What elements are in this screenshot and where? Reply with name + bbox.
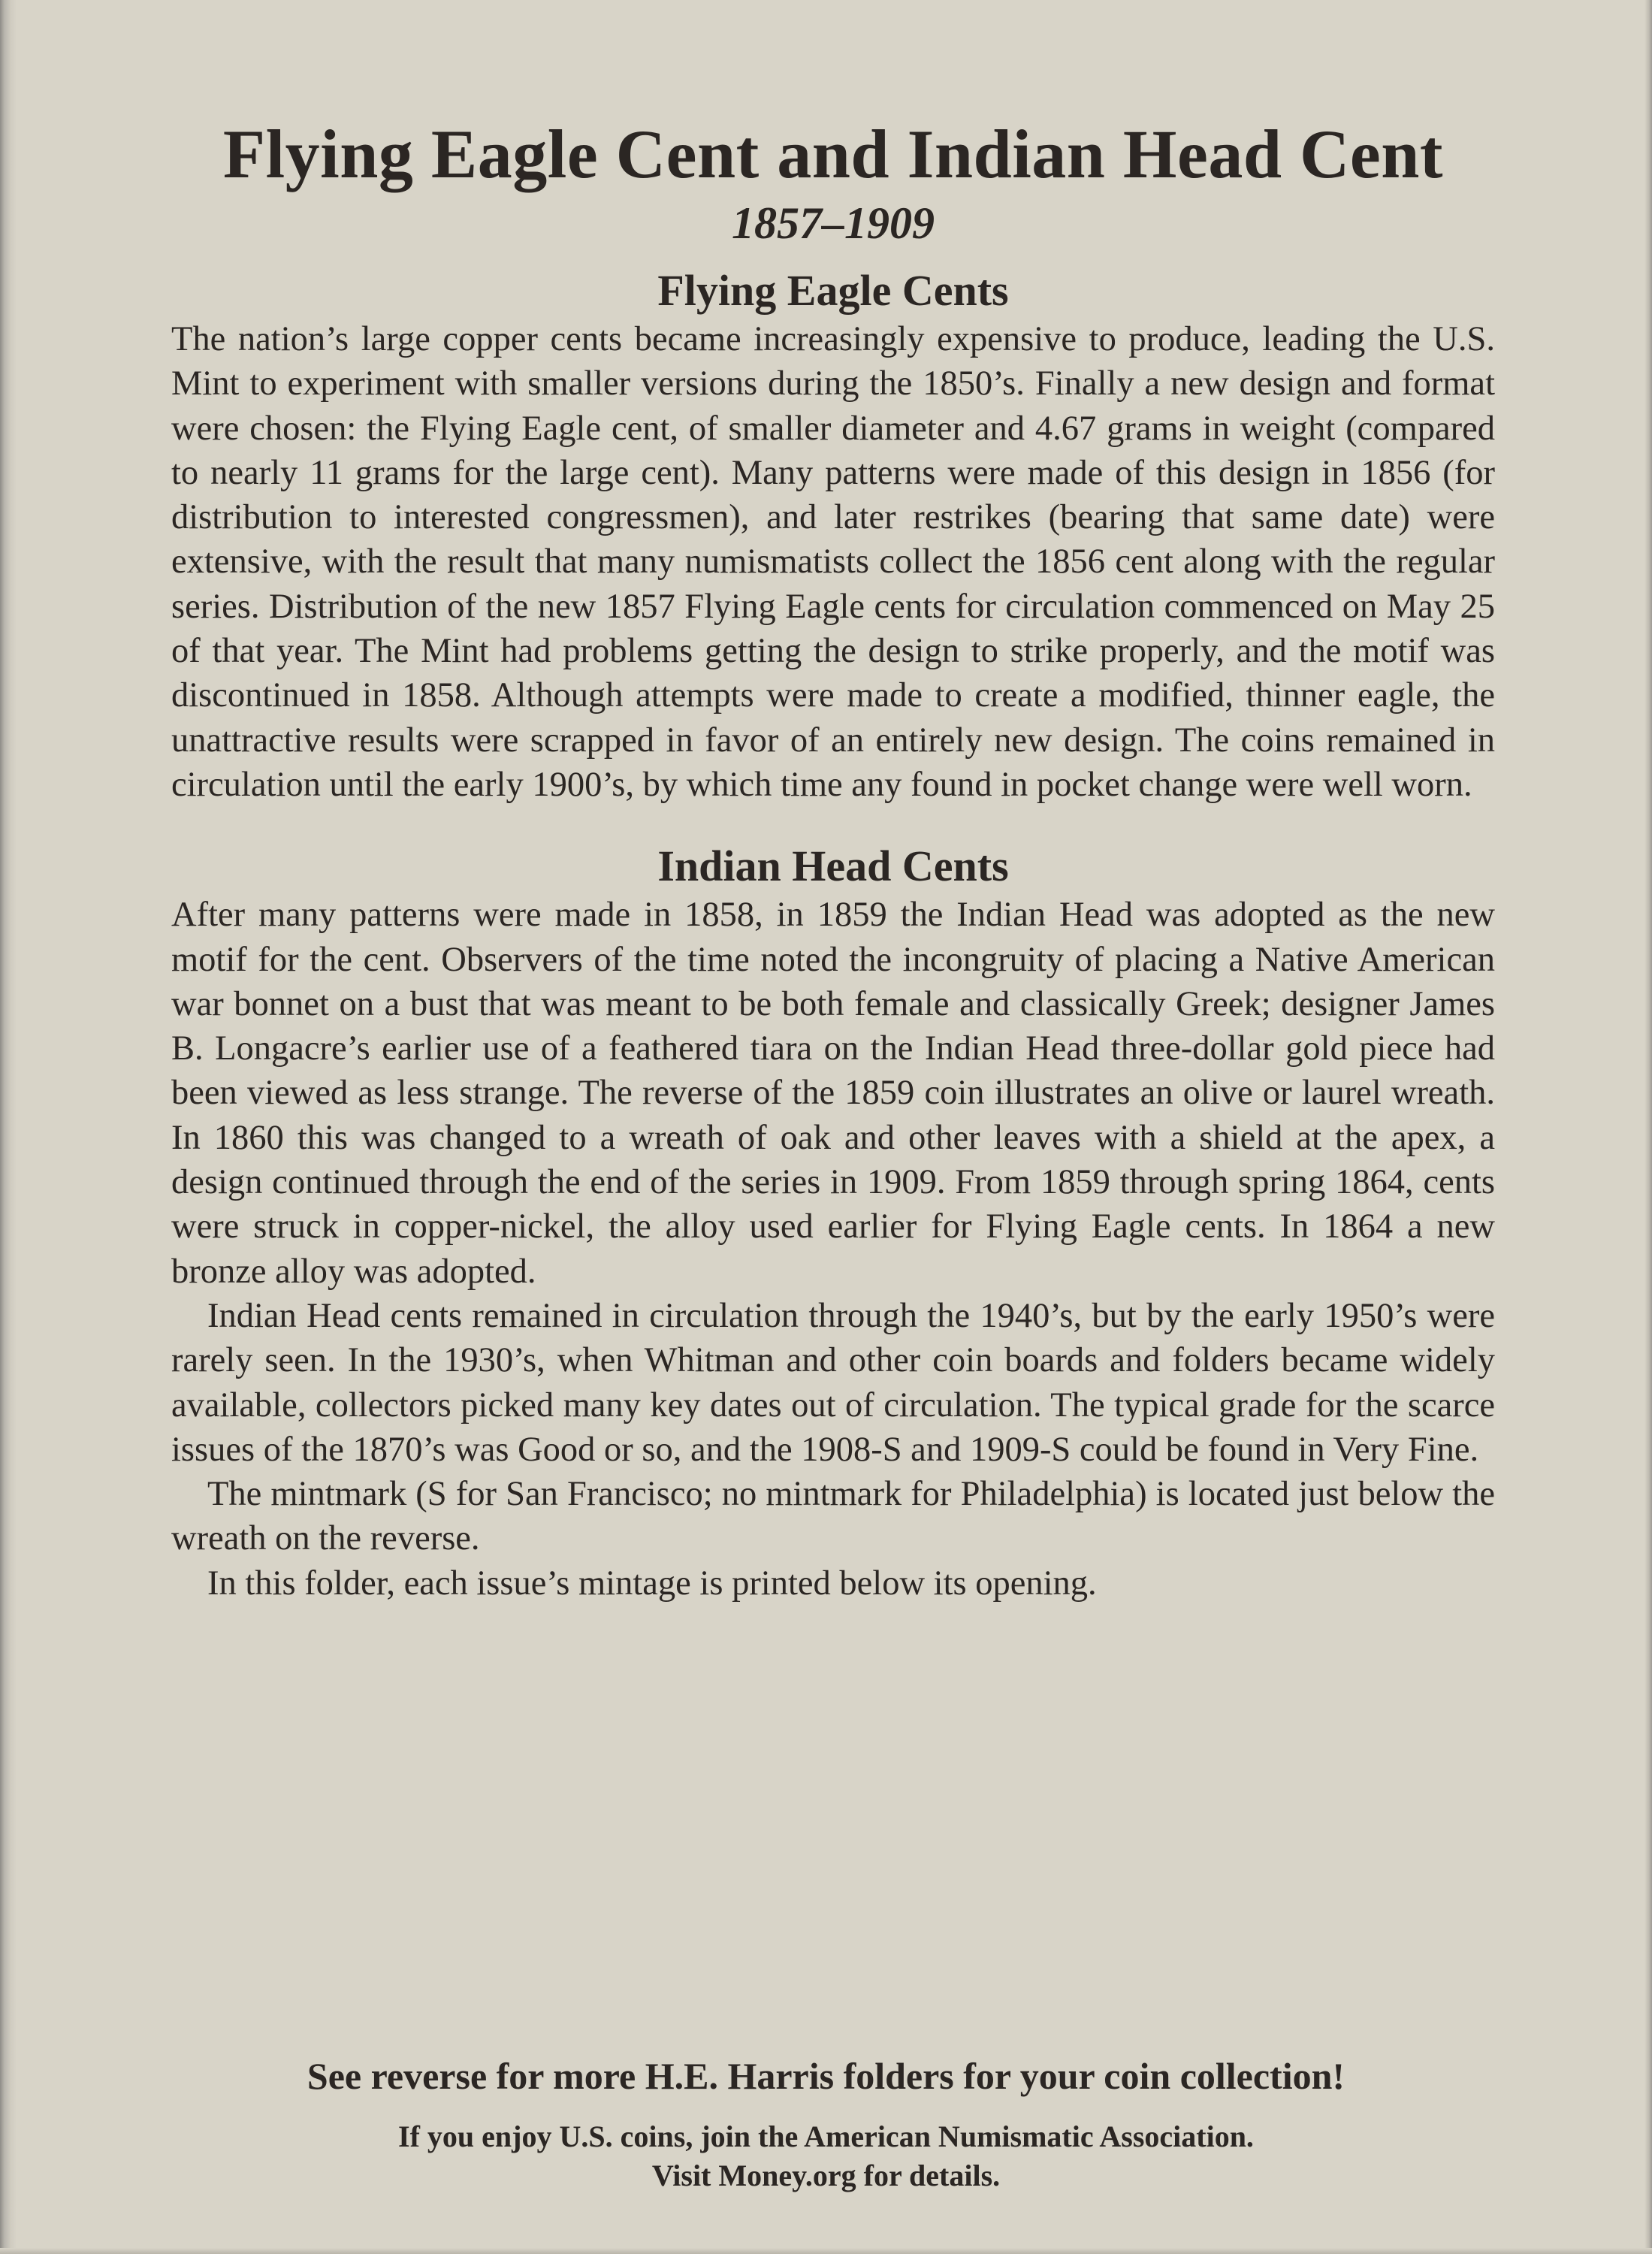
indian-head-heading: Indian Head Cents (657, 841, 1009, 891)
page-edge-left (0, 0, 17, 2254)
ana-website-line: Visit Money.org for details. (651, 2159, 1001, 2192)
reverse-promo-line: See reverse for more H.E. Harris folders for your coin collection! (307, 2055, 1345, 2097)
page-title: Flying Eagle Cent and Indian Head Cent (222, 116, 1444, 192)
flying-eagle-heading: Flying Eagle Cents (657, 266, 1009, 315)
indian-head-paragraph-2: Indian Head cents remained in circulation through the 1940’s, but by the early 1950’s were rarely seen. In the 1930’s, when Whitman and other coin boards and folders became widely available, collectors picked many key dates out of circulation. The typical grade for the scarce issues of the 1870’s was Good or so, and the 1908-S and 1909-S could be found in Very Fine. (171, 1296, 1495, 1469)
flying-eagle-paragraph: The nation’s large copper cents became increasingly expensive to produce, leading the U.S. Mint to experiment with smaller versions during the 1850’s. Finally a new design and format were chosen: the Flying Eagle cent, of smaller diameter and 4.67 grams in weight (compared to nearly 11 grams for the large cent). Many patterns were made of this design in 1856 (for distribution to interested congressmen), and later restrikes (bearing that same date) were extensive, with the result that many numismatists collect the 1856 cent along with the regular series. Distribution of the new 1857 Flying Eagle cents for circulation commenced on May 25 of that year. The Mint had problems getting the design to strike properly, and the motif was discontinued in 1858. Although attempts were made to create a modified, thinner eagle, the unattractive results were scrapped in favor of an entirely new design. The coins remained in circulation until the early 1900’s, by which time any found in pocket change were well worn. (171, 320, 1495, 804)
ana-notice (0, 2117, 1652, 2195)
ana-join-line: If you enjoy U.S. coins, join the American Numismatic Association. (398, 2120, 1254, 2153)
mintage-note-paragraph: In this folder, each issue’s mintage is printed below its opening. (207, 1564, 1097, 1603)
folder-text-page (171, 113, 1495, 1606)
mintmark-paragraph: The mintmark (S for San Francisco; no mintmark for Philadelphia) is located just below the wreath on the reverse. (171, 1475, 1495, 1558)
date-range-subtitle: 1857–1909 (732, 198, 935, 248)
indian-head-paragraph-1: After many patterns were made in 1858, in 1859 the Indian Head was adopted as the new motif for the cent. Observers of the time noted the incongruity of placing a Native American war bonnet on a bust that was meant to be both female and classically Greek; designer James B. Longacre’s earlier use of a feathered tiara on the Indian Head three-dollar gold piece had been viewed as less strange. The reverse of the 1859 coin illustrates an olive or laurel wreath. In 1860 this was changed to a wreath of oak and other leaves with a shield at the apex, a design continued through the end of the series in 1909. From 1859 through spring 1864, cents were struck in copper-nickel, the alloy used earlier for Flying Eagle cents. In 1864 a new bronze alloy was adopted. (171, 896, 1495, 1291)
page-edge-bottom (0, 2248, 1652, 2254)
page-edge-right (1644, 0, 1652, 2254)
